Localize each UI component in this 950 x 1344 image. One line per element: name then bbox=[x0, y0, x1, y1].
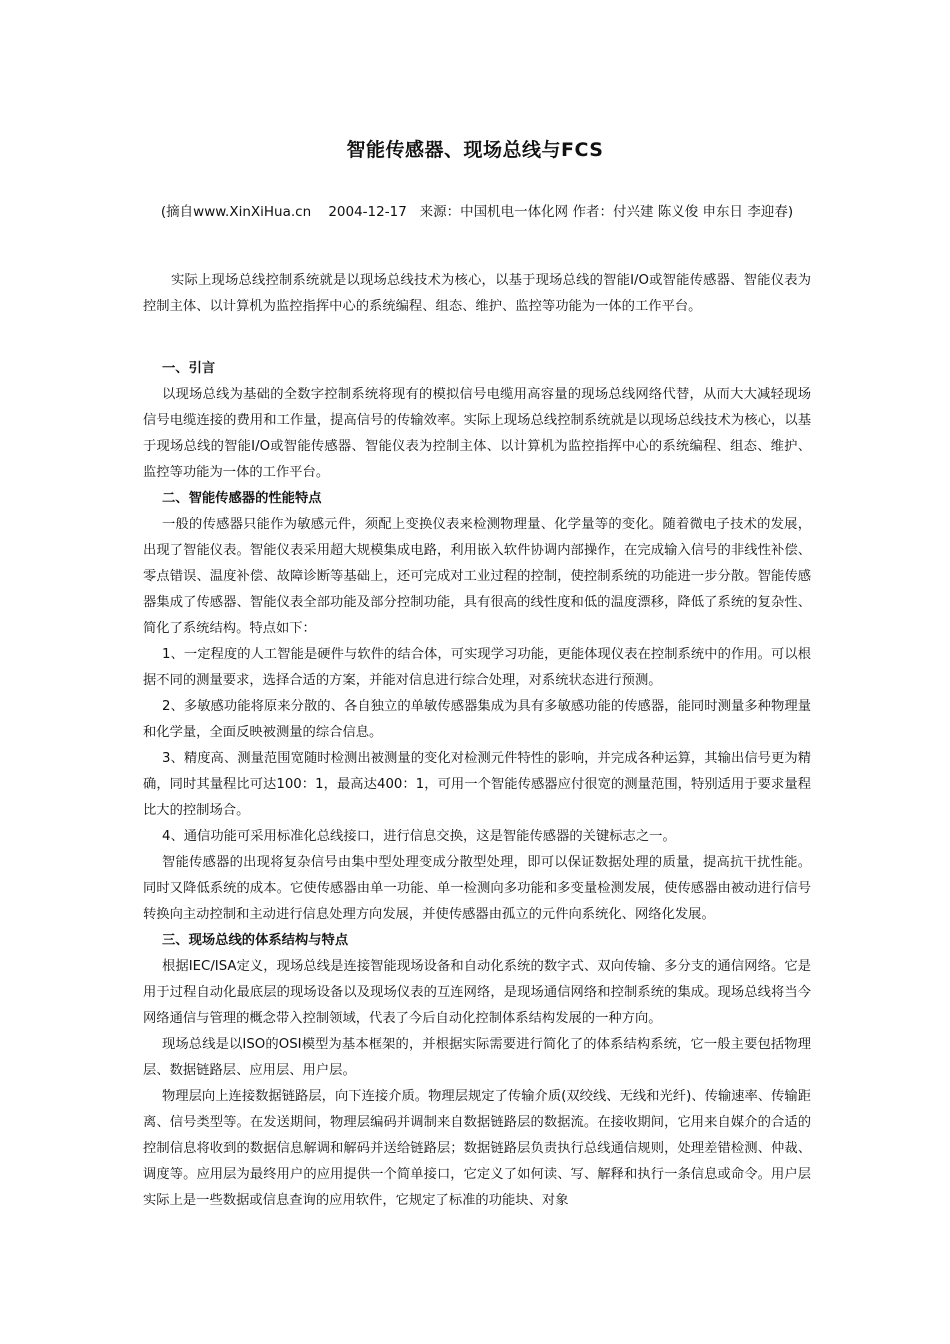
meta-site-link[interactable]: www.XinXiHua.cn bbox=[193, 204, 312, 220]
paragraph: 1、一定程度的人工智能是硬件与软件的结合体，可实现学习功能，更能体现仪表在控制系统中的作用。可以根据不同的测量要求，选择合适的方案，并能对信息进行综合处理，对系统状态进行预测。 bbox=[143, 647, 811, 688]
section-heading-fieldbus: 三、现场总线的体系结构与特点 bbox=[162, 933, 349, 948]
meta-source: 来源：中国机电一体化网 bbox=[419, 204, 569, 220]
document-meta bbox=[143, 200, 811, 224]
paragraph: 根据IEC/ISA定义，现场总线是连接智能现场设备和自动化系统的数字式、双向传输、多分支的通信网络。它是用于过程自动化最底层的现场设备以及现场仪表的互连网络，是现场通信网络和控制系统的集成。现场总线将当今网络通信与管理的概念带入控制领域，代表了今后自动化控制体系结构发展的一种方向。 bbox=[143, 959, 811, 1026]
paragraph: 一般的传感器只能作为敏感元件，须配上变换仪表来检测物理量、化学量等的变化。随着微电子技术的发展，出现了智能仪表。智能仪表采用超大规模集成电路，利用嵌入软件协调内部操作，在完成输入信号的非线性补偿、零点错误、温度补偿、故障诊断等基础上，还可完成对工业过程的控制，使控制系统的功能进一步分散。智能传感器集成了传感器、智能仪表全部功能及部分控制功能，具有很高的线性度和低的温度漂移，降低了系统的复杂性、简化了系统结构。特点如下： bbox=[143, 517, 811, 636]
paragraph: 以现场总线为基础的全数字控制系统将现有的模拟信号电缆用高容量的现场总线网络代替，从而大大减轻现场信号电缆连接的费用和工作量，提高信号的传输效率。实际上现场总线控制系统就是以现场总线技术为核心，以基于现场总线的智能I/O或智能传感器、智能仪表为控制主体、以计算机为监控指挥中心的系统编程、组态、维护、监控等功能为一体的工作平台。 bbox=[143, 387, 811, 480]
section-heading-intro: 一、引言 bbox=[162, 361, 216, 376]
paragraph: 现场总线是以ISO的OSI模型为基本框架的，并根据实际需要进行简化了的体系结构系统，它一般主要包括物理层、数据链路层、应用层、用户层。 bbox=[143, 1037, 811, 1078]
paragraph: 智能传感器的出现将复杂信号由集中型处理变成分散型处理，即可以保证数据处理的质量，提高抗干扰性能。同时又降低系统的成本。它使传感器由单一功能、单一检测向多功能和多变量检测发展，使传感器由被动进行信号转换向主动控制和主动进行信息处理方向发展，并使传感器由孤立的元件向系统化、网络化发展。 bbox=[143, 855, 811, 922]
meta-date: 2004-12-17 bbox=[328, 204, 407, 220]
document-title: 智能传感器、现场总线与FCS bbox=[346, 139, 604, 161]
meta-authors: 作者：付兴建 陈义俊 申东日 李迎春) bbox=[572, 204, 794, 220]
section-heading-smart-sensor: 二、智能传感器的性能特点 bbox=[162, 491, 322, 506]
paragraph: 物理层向上连接数据链路层，向下连接介质。物理层规定了传输介质(双绞线、无线和光纤)、传输速率、传输距离、信号类型等。在发送期间，物理层编码并调制来自数据链路层的数据流。在接收期间，它用来自媒介的合适的控制信息将收到的数据信息解调和解码并送给链路层；数据链路层负责执行总线通信规则，处理差错检测、仲裁、调度等。应用层为最终用户的应用提供一个简单接口，它定义了如何读、写、解释和执行一条信息或命令。用户层实际上是一些数据或信息查询的应用软件，它规定了标准的功能块、对象 bbox=[143, 1089, 811, 1208]
paragraph: 4、通信功能可采用标准化总线接口，进行信息交换，这是智能传感器的关键标志之一。 bbox=[162, 829, 676, 844]
intro-paragraph: 实际上现场总线控制系统就是以现场总线技术为核心，以基于现场总线的智能I/O或智能传感器、智能仪表为控制主体、以计算机为监控指挥中心的系统编程、组态、维护、监控等功能为一体的工作平台。 bbox=[143, 273, 811, 314]
paragraph: 3、精度高、测量范围宽随时检测出被测量的变化对检测元件特性的影响，并完成各种运算，其输出信号更为精确，同时其量程比可达100：1，最高达400：1，可用一个智能传感器应付很宽的测量范围，特别适用于要求量程比大的控制场合。 bbox=[143, 751, 811, 818]
document-body bbox=[143, 268, 811, 1214]
paragraph: 2、多敏感功能将原来分散的、各自独立的单敏传感器集成为具有多敏感功能的传感器，能同时测量多种物理量和化学量，全面反映被测量的综合信息。 bbox=[143, 699, 811, 740]
meta-source-prefix: (摘自 bbox=[160, 204, 194, 220]
